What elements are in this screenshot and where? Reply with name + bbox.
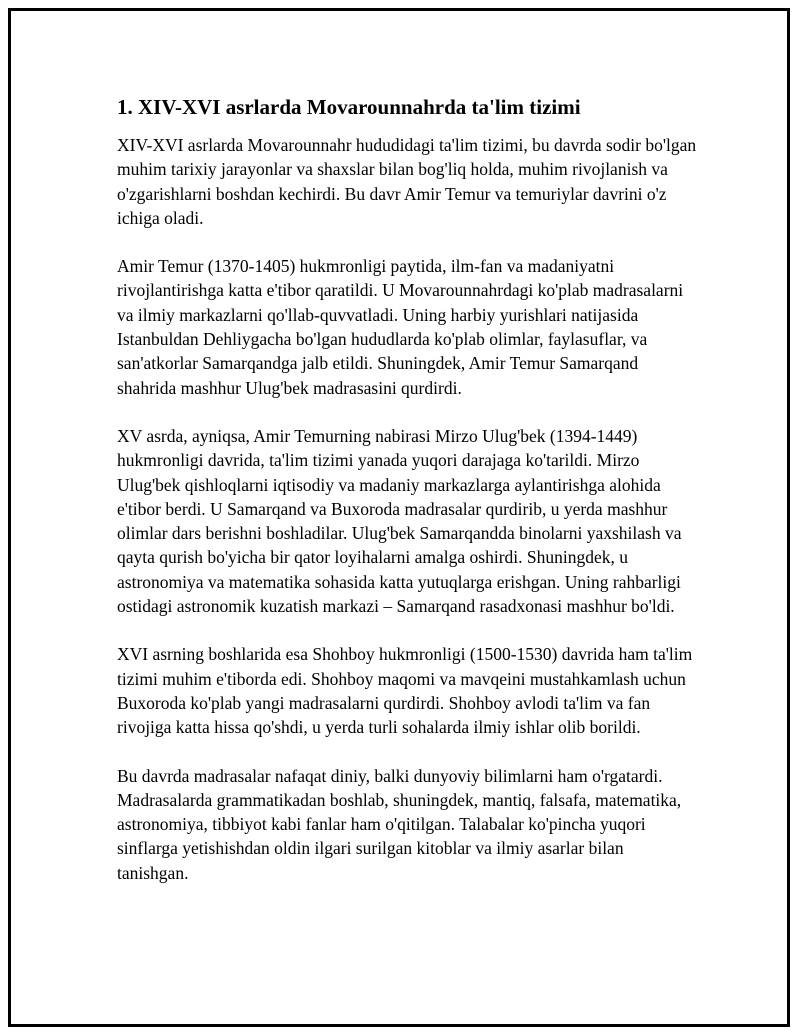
- document-body: [117, 94, 697, 909]
- paragraph-madrasas: Bu davrda madrasalar nafaqat diniy, balki dunyoviy bilimlarni ham o'rgatardi. Madrasalarda grammatikadan boshlab, shuningdek, mantiq, falsafa, matematika, astronomiya, tibbiyot kabi fanlar ham o'qitilgan. Talabalar ko'pincha yuqori sinflarga yetishishdan oldin ilgari surilgan kitoblar va ilmiy asarlar bilan tanishgan.: [117, 765, 682, 883]
- paragraph-shohboy: XVI asrning boshlarida esa Shohboy hukmronligi (1500-1530) davrida ham ta'lim tizimi muhim e'tiborda edi. Shohboy maqomi va mavqeini mustahkamlash uchun Buxoroda ko'plab yangi madrasalarni qurdirdi. Shohboy avlodi ta'lim va fan rivojiga katta hissa qo'shdi, u yerda turli sohalarda ilmiy ishlar olib borildi.: [117, 644, 693, 738]
- paragraph-amir-temur: Amir Temur (1370-1405) hukmronligi paytida, ilm-fan va madaniyatni rivojlantirishga katta e'tibor qaratildi. U Movarounnahrdagi ko'plab madrasalarni va ilmiy markazlarni qo'llab-quvvatladi. Uning harbiy yurishlari natijasida Istanbuldan Dehliygacha bo'lgan hududlarda ko'plab olimlar, faylasuflar, va san'atkorlar Samarqandga jalb etildi. Shuningdek, Amir Temur Samarqand shahrida mashhur Ulug'bek madrasasini qurdirdi.: [117, 256, 684, 398]
- section-heading: 1. XIV-XVI asrlarda Movarounnahrda ta'lim tizimi: [117, 95, 581, 119]
- paragraph-ulugbek: XV asrda, ayniqsa, Amir Temurning nabirasi Mirzo Ulug'bek (1394-1449) hukmronligi davrida, ta'lim tizimi yanada yuqori darajaga ko'tarildi. Mirzo Ulug'bek qishloqlarni iqtisodiy va madaniy markazlarga aylantirishga alohida e'tibor berdi. U Samarqand va Buxoroda madrasalar qurdirib, u yerda mashhur olimlar dars berishni boshladilar. Ulug'bek Samarqandda binolarni yaxshilash va qayta qurish bo'yicha bir qator loyihalarni amalga oshirdi. Shuningdek, u astronomiya va matematika sohasida katta yutuqlarga erishgan. Uning rahbarligi ostidagi astronomik kuzatish markazi – Samarqand rasadxonasi mashhur bo'ldi.: [117, 425, 682, 617]
- paragraph-intro: XIV-XVI asrlarda Movarounnahr hududidagi ta'lim tizimi, bu davrda sodir bo'lgan muhim tarixiy jarayonlar va shaxslar bilan bog'liq holda, muhim rivojlanish va o'zgarishlarni boshdan kechirdi. Bu davr Amir Temur va temuriylar davrini o'z ichiga oladi.: [117, 135, 697, 228]
